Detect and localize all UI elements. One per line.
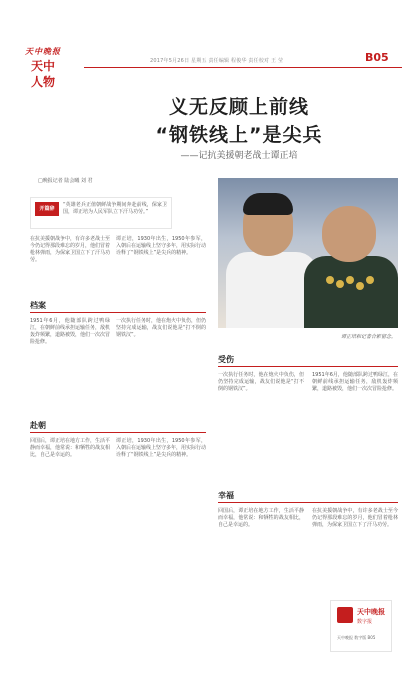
section-title-dangan: 档案 xyxy=(30,301,46,310)
stamp-logo-icon xyxy=(337,607,353,623)
headline-line-1: 义无反顾上前线 xyxy=(168,96,309,118)
paragraph-4: 一次执行任务时，他在炮火中负伤，但仍坚持完成运输，战友们说他是“打不倒的钢铁汉”。 xyxy=(116,318,207,338)
masthead xyxy=(12,46,74,89)
stamp-subtitle: 数字报 xyxy=(357,619,373,625)
section-rule xyxy=(30,312,206,313)
medal-icon xyxy=(356,282,364,290)
paragraph-1-right: 在抗美援朝战争中，有许多老战士至今仍记得那段难忘的岁月，他们冒着枪林弹雨，为保家卫国立下了汗马功劳。 xyxy=(312,508,398,528)
masthead-title: 天中 xyxy=(30,59,55,73)
photo xyxy=(218,178,398,328)
newspaper-stamp xyxy=(330,600,392,652)
dateline: 2017年5月26日 星期五 责任编辑 程俊华 责任校对 王 莹 xyxy=(150,58,284,64)
section-title-xingfu: 幸福 xyxy=(218,491,234,500)
medal-icon xyxy=(336,280,344,288)
paragraph-2: 谭正培，1930年出生，1950年参军，入朝后在运输线上坚守多年，用实际行动诠释了“钢铁线上”是尖兵的精神。 xyxy=(116,236,207,256)
section-rule xyxy=(218,366,398,367)
paragraph-3-right: 1951年6月，他随部队跨过鸭绿江，在朝鲜前线承担运输任务，敌机轰炸频繁，道路被毁，他们一次次冒险抢修。 xyxy=(312,372,398,392)
stamp-title: 天中晚报 xyxy=(357,608,385,616)
paragraph-5: 回国后，谭正培在地方工作，生活平静而幸福，他常说：和牺牲的战友相比，自己是幸运的。 xyxy=(30,438,111,458)
header-rule xyxy=(84,67,402,68)
intro-text: “英雄老兵正值朝鲜战争期间奔赴前线，保家卫国，谭正培为人民军队立下汗马功劳。” xyxy=(63,202,167,215)
medal-icon xyxy=(326,276,334,284)
byline: □晚报记者 陆会曦 刘 君 xyxy=(38,178,93,184)
section-rule xyxy=(30,432,206,433)
intro-box xyxy=(30,197,172,229)
medal-icon xyxy=(366,276,374,284)
section-rule xyxy=(218,502,398,503)
stamp-footer: 天中晚报 数字版 B05 xyxy=(337,635,376,640)
photo-person-left-hair xyxy=(243,193,293,215)
paragraph-4-right: 一次执行任务时，他在炮火中负伤，但仍坚持完成运输，战友们说他是“打不倒的钢铁汉”。 xyxy=(218,372,304,392)
masthead-subtitle: 人物 xyxy=(30,75,55,89)
headline-line-2: “钢铁线上”是尖兵 xyxy=(155,124,323,146)
section-title-shoushang: 受伤 xyxy=(218,355,234,364)
paragraph-1: 在抗美援朝战争中，有许多老战士至今仍记得那段难忘的岁月，他们冒着枪林弹雨，为保家卫国立下了汗马功劳。 xyxy=(30,236,111,263)
photo-person-right-face xyxy=(322,206,376,262)
paragraph-2-repeat: 谭正培，1930年出生，1950年参军，入朝后在运输线上坚守多年，用实际行动诠释了“钢铁线上”是尖兵的精神。 xyxy=(116,438,207,458)
section-title-fuchao: 赴朝 xyxy=(30,421,46,430)
paragraph-5-right: 回国后，谭正培在地方工作，生活平静而幸福，他常说：和牺牲的战友相比，自己是幸运的。 xyxy=(218,508,304,528)
page-number: B05 xyxy=(365,51,389,64)
photo-caption: 谭正培和记者合影留念。 xyxy=(340,334,396,340)
headline-subtitle: ——记抗美援朝老战士谭正培 xyxy=(180,151,298,161)
medal-icon xyxy=(346,276,354,284)
photo-person-right xyxy=(304,256,398,328)
paragraph-3: 1951年6月，他随部队跨过鸭绿江，在朝鲜前线承担运输任务，敌机轰炸频繁，道路被毁，他们一次次冒险抢修。 xyxy=(30,318,111,345)
intro-tag: 开篇辞 xyxy=(35,202,59,216)
masthead-name: 天中晚报 xyxy=(25,46,61,56)
